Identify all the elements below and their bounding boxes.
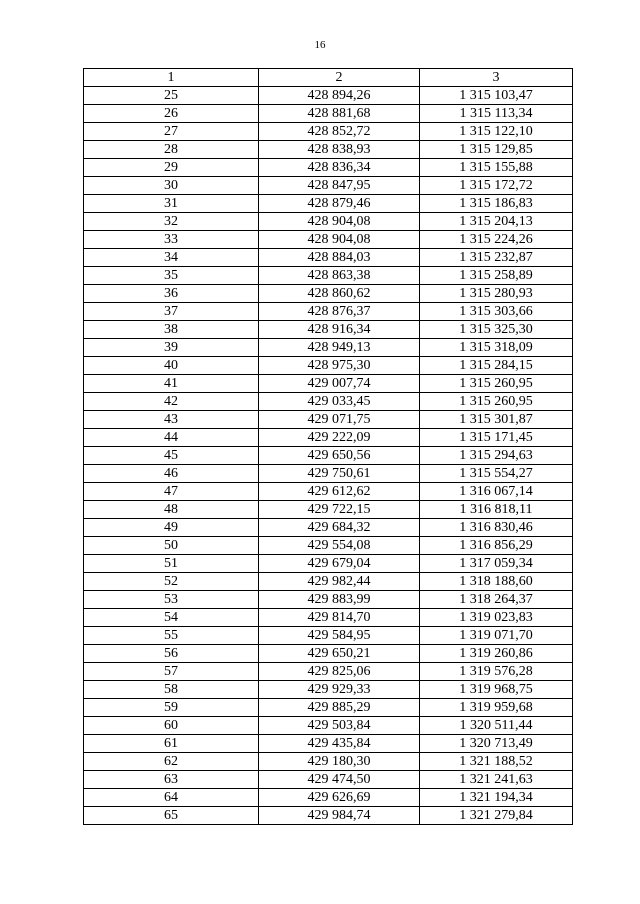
y-coordinate-cell: 1 319 023,83: [420, 609, 573, 627]
y-coordinate-cell: 1 316 830,46: [420, 519, 573, 537]
y-coordinate-cell: 1 315 155,88: [420, 159, 573, 177]
point-number-cell: 39: [84, 339, 259, 357]
y-coordinate-cell: 1 315 284,15: [420, 357, 573, 375]
x-coordinate-cell: 429 883,99: [259, 591, 420, 609]
table-header-row: [84, 69, 573, 87]
y-coordinate-cell: 1 315 103,47: [420, 87, 573, 105]
table-row: [84, 339, 573, 357]
y-coordinate-cell: 1 321 241,63: [420, 771, 573, 789]
x-coordinate-cell: 428 975,30: [259, 357, 420, 375]
y-coordinate-cell: 1 316 856,29: [420, 537, 573, 555]
table-row: [84, 609, 573, 627]
table-row: [84, 213, 573, 231]
x-coordinate-cell: 429 612,62: [259, 483, 420, 501]
x-coordinate-cell: 429 007,74: [259, 375, 420, 393]
x-coordinate-cell: 429 503,84: [259, 717, 420, 735]
page-number: 16: [314, 39, 326, 51]
x-coordinate-cell: 429 222,09: [259, 429, 420, 447]
y-coordinate-cell: 1 315 258,89: [420, 267, 573, 285]
table-row: [84, 159, 573, 177]
table-row: [84, 573, 573, 591]
table-row: [84, 411, 573, 429]
point-number-cell: 42: [84, 393, 259, 411]
y-coordinate-cell: 1 315 260,95: [420, 393, 573, 411]
point-number-cell: 48: [84, 501, 259, 519]
point-number-cell: 37: [84, 303, 259, 321]
column-header-3: 3: [420, 69, 573, 87]
y-coordinate-cell: 1 315 122,10: [420, 123, 573, 141]
x-coordinate-cell: 428 904,08: [259, 231, 420, 249]
y-coordinate-cell: 1 315 172,72: [420, 177, 573, 195]
table-row: [84, 249, 573, 267]
y-coordinate-cell: 1 315 186,83: [420, 195, 573, 213]
point-number-cell: 29: [84, 159, 259, 177]
table-row: [84, 645, 573, 663]
point-number-cell: 65: [84, 807, 259, 825]
point-number-cell: 26: [84, 105, 259, 123]
point-number-cell: 64: [84, 789, 259, 807]
column-header-2: 2: [259, 69, 420, 87]
point-number-cell: 57: [84, 663, 259, 681]
point-number-cell: 54: [84, 609, 259, 627]
point-number-cell: 30: [84, 177, 259, 195]
table-row: [84, 231, 573, 249]
x-coordinate-cell: 429 554,08: [259, 537, 420, 555]
point-number-cell: 63: [84, 771, 259, 789]
point-number-cell: 34: [84, 249, 259, 267]
y-coordinate-cell: 1 321 279,84: [420, 807, 573, 825]
table-row: [84, 555, 573, 573]
x-coordinate-cell: 429 650,56: [259, 447, 420, 465]
x-coordinate-cell: 428 881,68: [259, 105, 420, 123]
y-coordinate-cell: 1 315 301,87: [420, 411, 573, 429]
x-coordinate-cell: 428 949,13: [259, 339, 420, 357]
table-row: [84, 501, 573, 519]
point-number-cell: 35: [84, 267, 259, 285]
x-coordinate-cell: 428 904,08: [259, 213, 420, 231]
table-row: [84, 123, 573, 141]
x-coordinate-cell: 428 847,95: [259, 177, 420, 195]
y-coordinate-cell: 1 315 554,27: [420, 465, 573, 483]
x-coordinate-cell: 429 584,95: [259, 627, 420, 645]
x-coordinate-cell: 428 836,34: [259, 159, 420, 177]
y-coordinate-cell: 1 317 059,34: [420, 555, 573, 573]
table-row: [84, 789, 573, 807]
point-number-cell: 55: [84, 627, 259, 645]
point-number-cell: 41: [84, 375, 259, 393]
y-coordinate-cell: 1 315 303,66: [420, 303, 573, 321]
table-row: [84, 699, 573, 717]
table-row: [84, 285, 573, 303]
y-coordinate-cell: 1 316 067,14: [420, 483, 573, 501]
point-number-cell: 56: [84, 645, 259, 663]
point-number-cell: 33: [84, 231, 259, 249]
x-coordinate-cell: 429 071,75: [259, 411, 420, 429]
x-coordinate-cell: 428 894,26: [259, 87, 420, 105]
point-number-cell: 60: [84, 717, 259, 735]
x-coordinate-cell: 429 650,21: [259, 645, 420, 663]
y-coordinate-cell: 1 320 511,44: [420, 717, 573, 735]
table-row: [84, 519, 573, 537]
x-coordinate-cell: 429 180,30: [259, 753, 420, 771]
table-row: [84, 681, 573, 699]
point-number-cell: 47: [84, 483, 259, 501]
y-coordinate-cell: 1 315 224,26: [420, 231, 573, 249]
point-number-cell: 38: [84, 321, 259, 339]
table-row: [84, 87, 573, 105]
x-coordinate-cell: 428 852,72: [259, 123, 420, 141]
table-row: [84, 753, 573, 771]
y-coordinate-cell: 1 321 194,34: [420, 789, 573, 807]
x-coordinate-cell: 429 885,29: [259, 699, 420, 717]
point-number-cell: 36: [84, 285, 259, 303]
x-coordinate-cell: 429 984,74: [259, 807, 420, 825]
y-coordinate-cell: 1 316 818,11: [420, 501, 573, 519]
y-coordinate-cell: 1 315 260,95: [420, 375, 573, 393]
table-row: [84, 141, 573, 159]
y-coordinate-cell: 1 319 260,86: [420, 645, 573, 663]
x-coordinate-cell: 428 863,38: [259, 267, 420, 285]
x-coordinate-cell: 429 814,70: [259, 609, 420, 627]
x-coordinate-cell: 428 879,46: [259, 195, 420, 213]
table-row: [84, 105, 573, 123]
y-coordinate-cell: 1 315 129,85: [420, 141, 573, 159]
table-row: [84, 267, 573, 285]
y-coordinate-cell: 1 319 968,75: [420, 681, 573, 699]
y-coordinate-cell: 1 318 188,60: [420, 573, 573, 591]
point-number-cell: 51: [84, 555, 259, 573]
y-coordinate-cell: 1 319 071,70: [420, 627, 573, 645]
point-number-cell: 50: [84, 537, 259, 555]
point-number-cell: 61: [84, 735, 259, 753]
point-number-cell: 40: [84, 357, 259, 375]
table-body: [84, 87, 573, 825]
y-coordinate-cell: 1 319 576,28: [420, 663, 573, 681]
point-number-cell: 27: [84, 123, 259, 141]
x-coordinate-cell: 429 626,69: [259, 789, 420, 807]
table-row: [84, 357, 573, 375]
point-number-cell: 58: [84, 681, 259, 699]
y-coordinate-cell: 1 315 171,45: [420, 429, 573, 447]
point-number-cell: 46: [84, 465, 259, 483]
x-coordinate-cell: 429 474,50: [259, 771, 420, 789]
table-row: [84, 627, 573, 645]
column-header-1: 1: [84, 69, 259, 87]
x-coordinate-cell: 429 750,61: [259, 465, 420, 483]
x-coordinate-cell: 429 679,04: [259, 555, 420, 573]
table-row: [84, 483, 573, 501]
table-row: [84, 735, 573, 753]
table-row: [84, 591, 573, 609]
y-coordinate-cell: 1 315 318,09: [420, 339, 573, 357]
table-row: [84, 717, 573, 735]
table-row: [84, 465, 573, 483]
y-coordinate-cell: 1 315 325,30: [420, 321, 573, 339]
point-number-cell: 28: [84, 141, 259, 159]
coordinates-table: [83, 68, 573, 825]
y-coordinate-cell: 1 315 280,93: [420, 285, 573, 303]
y-coordinate-cell: 1 315 294,63: [420, 447, 573, 465]
table-row: [84, 321, 573, 339]
point-number-cell: 62: [84, 753, 259, 771]
y-coordinate-cell: 1 315 232,87: [420, 249, 573, 267]
y-coordinate-cell: 1 315 204,13: [420, 213, 573, 231]
x-coordinate-cell: 429 982,44: [259, 573, 420, 591]
x-coordinate-cell: 428 884,03: [259, 249, 420, 267]
x-coordinate-cell: 428 860,62: [259, 285, 420, 303]
table-row: [84, 537, 573, 555]
point-number-cell: 52: [84, 573, 259, 591]
point-number-cell: 31: [84, 195, 259, 213]
y-coordinate-cell: 1 321 188,52: [420, 753, 573, 771]
point-number-cell: 32: [84, 213, 259, 231]
x-coordinate-cell: 429 929,33: [259, 681, 420, 699]
table-row: [84, 807, 573, 825]
x-coordinate-cell: 429 825,06: [259, 663, 420, 681]
point-number-cell: 45: [84, 447, 259, 465]
point-number-cell: 43: [84, 411, 259, 429]
point-number-cell: 25: [84, 87, 259, 105]
x-coordinate-cell: 428 916,34: [259, 321, 420, 339]
table-row: [84, 195, 573, 213]
table-row: [84, 303, 573, 321]
x-coordinate-cell: 429 684,32: [259, 519, 420, 537]
y-coordinate-cell: 1 315 113,34: [420, 105, 573, 123]
x-coordinate-cell: 429 722,15: [259, 501, 420, 519]
table-row: [84, 375, 573, 393]
table-row: [84, 429, 573, 447]
point-number-cell: 59: [84, 699, 259, 717]
y-coordinate-cell: 1 319 959,68: [420, 699, 573, 717]
table-row: [84, 447, 573, 465]
point-number-cell: 44: [84, 429, 259, 447]
y-coordinate-cell: 1 320 713,49: [420, 735, 573, 753]
x-coordinate-cell: 429 435,84: [259, 735, 420, 753]
table-row: [84, 771, 573, 789]
table-row: [84, 663, 573, 681]
table-row: [84, 393, 573, 411]
table-row: [84, 177, 573, 195]
y-coordinate-cell: 1 318 264,37: [420, 591, 573, 609]
point-number-cell: 49: [84, 519, 259, 537]
x-coordinate-cell: 428 838,93: [259, 141, 420, 159]
x-coordinate-cell: 428 876,37: [259, 303, 420, 321]
x-coordinate-cell: 429 033,45: [259, 393, 420, 411]
point-number-cell: 53: [84, 591, 259, 609]
